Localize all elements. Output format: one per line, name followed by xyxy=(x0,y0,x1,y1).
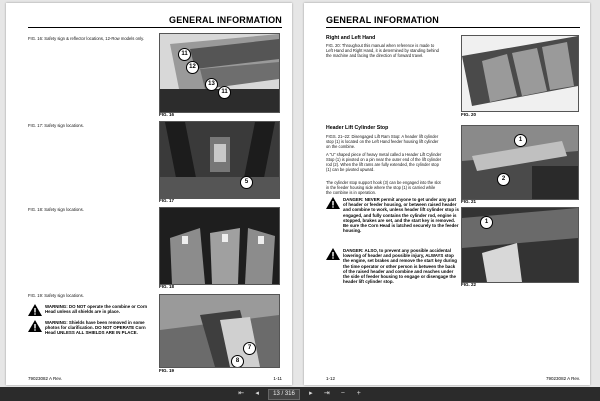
right-page xyxy=(304,3,590,385)
fig22-photo xyxy=(461,207,579,283)
warning-block-2 xyxy=(28,320,156,342)
fig16-photo xyxy=(159,33,280,113)
fig21-photo xyxy=(461,125,579,200)
fig19-label: FIG. 19 xyxy=(159,368,175,373)
fig19-caption: FIG. 19: Safety sign locations. xyxy=(28,293,84,298)
warning-text-2: WARNING: Shields have been removed in some photos for clarification. DO NOT OPERATE Corn Head UNLESS ALL SHIELDS ARE IN PLACE. xyxy=(45,320,146,336)
danger-block-1 xyxy=(326,197,461,253)
callout-13: 13 xyxy=(205,78,218,91)
fig17-caption: FIG. 17: Safety sign locations. xyxy=(28,123,84,128)
danger-triangle-icon xyxy=(326,248,340,260)
fig21-label: FIG. 21 xyxy=(461,199,477,204)
warning-block-1 xyxy=(28,304,156,318)
fig16-caption: FIG. 16: Safety sign & reflector locations, 12-Row models only. xyxy=(28,36,145,41)
right-footer-docnum: 79023082 A Rev. xyxy=(546,376,580,381)
left-page xyxy=(6,3,292,385)
danger-block-2 xyxy=(326,248,461,306)
danger-text-1: DANGER: NEVER permit anyone to get under any part of header or feeder housing, or between raised header and combine to work, unless header lift cylinder stop is engaged, and fully contains the cylinder rod, engine is stopped, brakes are set, and the start key is removed. Be sure the Corn Head is latched securely to the feeder housing. xyxy=(343,197,459,234)
callout-2: 2 xyxy=(497,173,510,186)
left-footer-docnum: 79023082 A Rev. xyxy=(28,376,62,381)
warning-text-1: WARNING: DO NOT operate the combine or Corn Head unless all shields are in place. xyxy=(45,304,148,315)
zoom-out-icon[interactable]: − xyxy=(340,390,345,397)
section-text-lift-cylinder-1: FIGS. 21–22: Disengaged Lift Ram Stop: A header lift cylinder stop (1) is located on the Left Hand feeder housing lift cylinder on the combine. xyxy=(326,134,439,150)
viewer-toolbar xyxy=(0,387,600,401)
danger-triangle-icon xyxy=(326,197,340,209)
fig22-label: FIG. 22 xyxy=(461,282,477,287)
right-page-header: GENERAL INFORMATION xyxy=(326,15,580,28)
fig16-label: FIG. 16 xyxy=(159,112,175,117)
fig20-label: FIG. 20 xyxy=(461,112,477,117)
danger-text-2: DANGER: ALSO, to prevent any possible accidental lowering of header and possible injury, ALWAYS stop the engine, set brakes and remove the start key during the time operator or other person is between the back of the raised header and combine and reaches under the side of feeder housing to engage or disengage the header lift cylinder stop. xyxy=(343,248,457,285)
warning-triangle-icon xyxy=(28,304,42,316)
prev-page-icon[interactable]: ◂ xyxy=(255,390,259,397)
callout-11b: 11 xyxy=(218,86,231,99)
fig18-photo xyxy=(159,207,280,285)
callout-12: 12 xyxy=(186,61,199,74)
callout-8: 8 xyxy=(231,355,244,368)
next-page-icon[interactable]: ▸ xyxy=(309,390,313,397)
left-page-header: GENERAL INFORMATION xyxy=(28,15,282,28)
fig19-photo xyxy=(159,294,280,368)
section-text-lift-cylinder-2: A "U" shaped piece of heavy metal called a Header Lift Cylinder Stop (1) is pivoted on a pin near the outer end of the lift cylinder rod (2). When the lift rams are fully extended, the cylinder stop (1) can be pivoted upward. xyxy=(326,152,442,173)
warning-triangle-icon xyxy=(28,320,42,332)
section-text-lift-cylinder-3: The cylinder stop support hook (3) can be engaged into the slot in the feeder housing side where the stop (1) is carried while the combine is in operation. xyxy=(326,180,441,196)
fig18-label: FIG. 18 xyxy=(159,284,175,289)
callout-11a: 11 xyxy=(178,48,191,61)
callout-1: 1 xyxy=(514,134,527,147)
fig17-photo xyxy=(159,121,280,199)
zoom-in-icon[interactable]: + xyxy=(356,390,361,397)
left-footer-pagenum: 1-11 xyxy=(273,376,282,381)
fig18-caption: FIG. 18: Safety sign locations. xyxy=(28,207,84,212)
section-title-lift-cylinder: Header Lift Cylinder Stop xyxy=(326,125,389,131)
section-text-right-left-hand: FIG. 20: Throughout this manual when reference is made to Left Hand and Right Hand, it is determined by standing behind the machine and facing the direction of forward travel. xyxy=(326,43,439,59)
last-page-icon[interactable]: ⇥ xyxy=(323,390,330,397)
callout-1b: 1 xyxy=(480,216,493,229)
fig20-photo xyxy=(461,35,579,112)
callout-7: 7 xyxy=(243,342,256,355)
right-footer-pagenum: 1-12 xyxy=(326,376,336,381)
first-page-icon[interactable]: ⇤ xyxy=(238,390,245,397)
fig17-label: FIG. 17 xyxy=(159,198,175,203)
section-title-right-left-hand: Right and Left Hand xyxy=(326,35,376,41)
page-indicator[interactable]: 13 / 316 xyxy=(268,389,300,400)
callout-5: 5 xyxy=(240,176,253,189)
